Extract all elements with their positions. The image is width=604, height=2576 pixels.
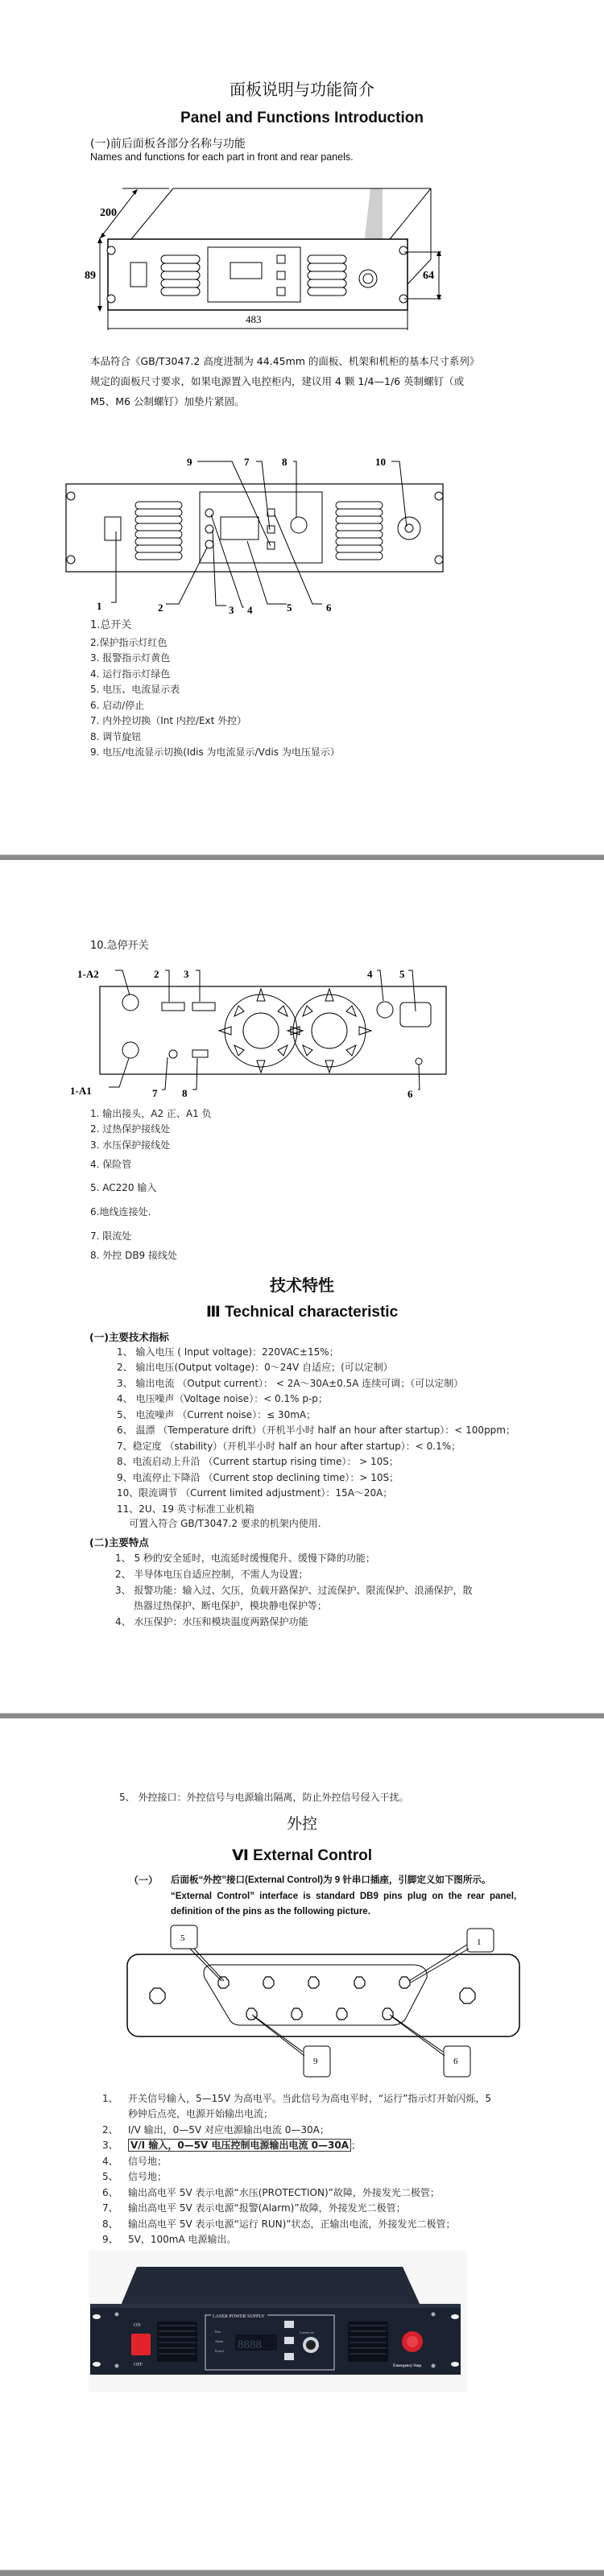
- pin-item: 9、 5V，100mA 电源输出。: [102, 2234, 237, 2245]
- led-protect-label: Protect: [215, 2349, 225, 2353]
- rear-callout-8: 8: [182, 1087, 188, 1099]
- item-emergency-stop: 10.急停开关: [90, 940, 149, 952]
- title-cn: 面板说明与功能简介: [230, 80, 374, 99]
- highlight-box: V/I 输入，0—5V 电压控制电源输出电流 0—30A: [128, 2139, 351, 2152]
- pin-label-6: 6: [453, 2057, 458, 2066]
- vent-left: [157, 2322, 197, 2362]
- front-callout-3: 3: [229, 604, 234, 616]
- pin-label-5: 5: [180, 1933, 185, 1943]
- emergency-stop-label: Emergency Stop: [393, 2364, 422, 2368]
- ext-title-cn: 外控: [286, 1815, 317, 1833]
- rear-callout-7: 7: [152, 1087, 158, 1099]
- spec-item: 10、限流调节 （Current limited adjustment）：15A～20A；: [117, 1487, 393, 1499]
- rear-callout-6: 6: [407, 1088, 413, 1100]
- spec-item: 11、2U、19 英寸标准工业机箱: [117, 1503, 254, 1515]
- spec-item: 3、 输出电流 （Output current）： < 2A～30A±0.5A 连续可调；（可以定制）: [117, 1378, 464, 1389]
- spec-item: 7、稳定度 （stability）（开机半小时 half an hour after startup）：< 0.1%；: [117, 1441, 461, 1452]
- ext-title-en: Ⅵ External Control: [232, 1847, 372, 1864]
- front-item: 4. 运行指示灯绿色: [90, 668, 171, 680]
- rear-item: 6.地线连接处.: [90, 1206, 151, 1218]
- front-item: 5. 电压、电流显示表: [90, 684, 180, 695]
- front-panel-diagram: [48, 451, 548, 616]
- switch-off-label: OFF: [134, 2363, 143, 2367]
- mounting-paragraph: [90, 351, 479, 411]
- rear-callout-4: 4: [367, 968, 373, 980]
- front-callout-8: 8: [282, 456, 288, 468]
- spec-item: 4、 电压噪声（Voltage noise）：< 0.1% p-p；: [117, 1393, 328, 1404]
- pin-item: 5、 信号地；: [102, 2171, 168, 2182]
- dim-width: 483: [246, 313, 262, 325]
- pin-item: 7、 输出高电平 5V 表示电源“报警(Alarm)”故障，外接发光二极管；: [102, 2202, 406, 2214]
- rear-item: 3. 水压保护接线处: [90, 1139, 171, 1151]
- ext-description: [171, 1873, 517, 1921]
- pin-label-1: 1: [477, 1937, 482, 1947]
- dim-hole-spacing: 64: [423, 270, 434, 282]
- power-switch: [131, 2334, 151, 2355]
- pin-item: 1、 开关信号输入，5—15V 为高电平。当此信号为高电平时，“运行”指示灯开始闪烁，5: [102, 2093, 491, 2104]
- dimension-drawing: [48, 169, 548, 330]
- front-callout-7: 7: [244, 456, 250, 468]
- panel-title: LASER POWER SUPPLY: [213, 2314, 265, 2319]
- rear-callout-2: 2: [154, 968, 159, 980]
- rear-callout-1-a1: 1-A1: [70, 1085, 92, 1097]
- led-alarm-label: Alarm: [215, 2339, 224, 2343]
- page-separator: [0, 1713, 604, 1718]
- pin-item: 8、 输出高电平 5V 表示电源“运行 RUN)”状态，正输出电流，外接发光二极管；: [102, 2218, 456, 2230]
- rear-callout-3: 3: [184, 968, 189, 980]
- feature-item: 3、 报警功能：输入过、欠压，负载开路保护、过流保护、限流保护、浪涌保护，散: [115, 1585, 473, 1596]
- page-separator: [0, 854, 604, 860]
- front-callout-10: 10: [375, 456, 386, 468]
- spec-item: 可置入符合 GB/T3047.2 要求的机架内使用.: [117, 1518, 321, 1529]
- feature-item: 1、 5 秒的安全延时，电流延时缓慢爬升、缓慢下降的功能；: [115, 1553, 375, 1564]
- tech-title-cn: 技术特性: [270, 1276, 334, 1295]
- feature-item: 4、 水压保护：水压和模块温度两路保护功能: [115, 1616, 308, 1627]
- front-callout-2: 2: [158, 602, 163, 614]
- front-item: 9. 电压/电流显示切换(Idis 为电流显示/Vdis 为电压显示）: [90, 746, 340, 758]
- pin-label-9: 9: [313, 2057, 318, 2066]
- pin-item-highlighted: 3、 V/I 输入，0—5V 电压控制电源输出电流 0—30A ；: [102, 2140, 362, 2151]
- paragraph-line: 规定的面板尺寸要求，如果电源置入电控柜内，建议用 4 颗 1/4—1/6 英制螺钉（或: [90, 375, 465, 387]
- rear-item: 8. 外控 DB9 接线处: [90, 1250, 178, 1261]
- rear-item: 4. 保险管: [90, 1159, 132, 1170]
- title-en: Panel and Functions Introduction: [180, 110, 424, 126]
- rear-callout-5: 5: [399, 968, 405, 980]
- front-callout-9: 9: [187, 456, 192, 468]
- feature-item-5: 5、 外控接口：外控信号与电源输出隔离，防止外控信号侵入干扰。: [119, 1792, 409, 1803]
- rear-item: 2. 过热保护接线处: [90, 1123, 171, 1135]
- section-heading-en: Names and functions for each part in front and rear panels.: [90, 151, 354, 163]
- front-item: 8. 调节旋钮: [90, 731, 142, 742]
- paragraph-line: 本品符合《GB/T3047.2 高度进制为 44.45mm 的面板、机架和机柜的基本尺寸系列》: [90, 355, 480, 367]
- paragraph-line: M5、M6 公制螺钉）加垫片紧固。: [90, 395, 245, 407]
- ext-desc-line: “External Control” interface is standard DB9 pins plug on the rear panel,: [171, 1891, 517, 1901]
- pin-item: 2、 I/V 输出，0—5V 对应电源输出电流 0—30A；: [102, 2124, 329, 2136]
- section-heading-cn: (一)前后面板各部分名称与功能: [90, 138, 246, 151]
- front-item: 2.保护指示灯红色: [90, 637, 168, 648]
- rear-item: 5. AC220 输入: [90, 1182, 157, 1193]
- feature-item: 热器过热保护、断电保护，模块静电保护等；: [115, 1600, 327, 1611]
- product-photo: [89, 2251, 467, 2392]
- front-item: 6. 启动/停止: [90, 700, 145, 711]
- rear-item: 1. 输出接头，A2 正、A1 负: [90, 1108, 212, 1119]
- feature-item: 2、 半导体电压自适应控制，不需人为设置；: [115, 1569, 308, 1580]
- front-callout-4: 4: [247, 604, 253, 616]
- rear-item: 7. 限流处: [90, 1230, 132, 1242]
- spec-item: 2、 输出电压(Output voltage)：0～24V 自适应；(可以定制）: [117, 1362, 393, 1373]
- front-callout-5: 5: [287, 602, 292, 614]
- front-item: 7. 内外控切换（Int 内控/Ext 外控）: [90, 715, 247, 726]
- front-item: 1.总开关: [90, 619, 132, 631]
- pin-item: 4、 信号地；: [102, 2156, 168, 2167]
- spec-heading: (一)主要技术指标: [89, 1331, 169, 1343]
- pin-item: 6、 输出高电平 5V 表示电源“水压(PROTECTION)”故障，外接发光二极管；: [102, 2187, 440, 2198]
- tech-title-en: Ⅲ Technical characteristic: [205, 1304, 399, 1321]
- ext-section-number: （一）: [129, 1875, 159, 1886]
- spec-item: 6、 温漂 （Temperature drift）（开机半小时 half an hour after startup）：< 100ppm；: [117, 1424, 515, 1436]
- front-item: 3. 报警指示灯黄色: [90, 652, 171, 664]
- feature-heading: (二)主要特点: [89, 1536, 149, 1548]
- dim-depth: 200: [100, 207, 117, 219]
- dim-height: 89: [85, 270, 96, 282]
- rear-panel-diagram: [48, 950, 548, 1103]
- rear-callout-1-a2: 1-A2: [77, 968, 99, 980]
- pin-item: 秒钟后点亮，电源开始输出电流；: [128, 2108, 274, 2119]
- spec-item: 5、 电流噪声 （Current noise）：≤ 30mA；: [117, 1409, 316, 1420]
- knob-label: Current set: [300, 2330, 314, 2334]
- switch-on-label: ON: [134, 2323, 141, 2328]
- digital-display: 8888: [238, 2338, 262, 2351]
- led-run-label: Run: [215, 2330, 221, 2334]
- ext-desc-line: definition of the pins as the following picture.: [171, 1907, 370, 1916]
- front-callout-1: 1: [97, 600, 102, 612]
- front-panel: [108, 239, 407, 310]
- db9-diagram: [121, 1925, 540, 2086]
- front-callout-6: 6: [326, 602, 332, 614]
- spec-item: 9、电流停止下降沿 （Current stop declining time）：> 10S；: [117, 1472, 399, 1483]
- ext-desc-line: 后面板“外控”接口(External Control)为 9 针串口插座，引脚定义如下图所示。: [171, 1875, 491, 1885]
- spec-item: 1、 输入电压 ( Input voltage)：220VAC±15%；: [117, 1346, 339, 1358]
- spec-item: 8、电流启动上升沿 （Current startup rising time）： > 10S；: [117, 1456, 399, 1467]
